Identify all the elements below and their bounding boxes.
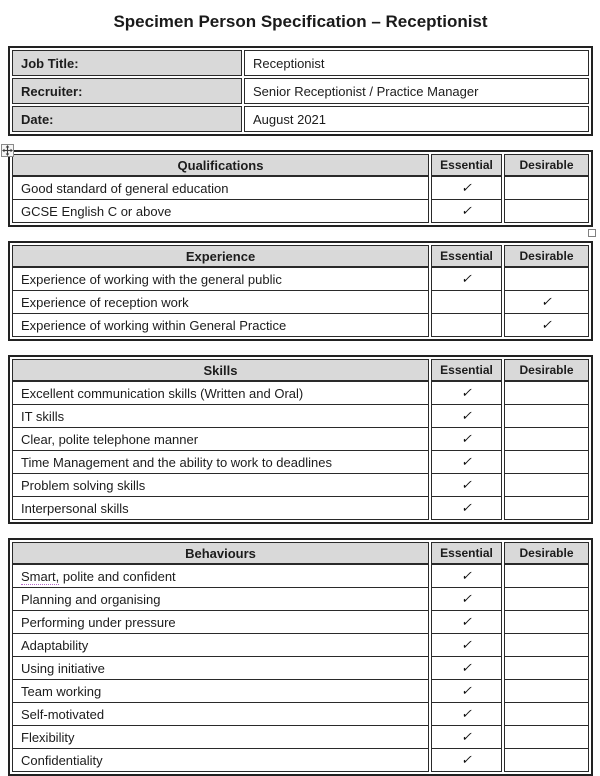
table-row xyxy=(12,200,589,223)
essential-cell[interactable] xyxy=(431,657,502,680)
page-title[interactable]: Specimen Person Specification – Receptionist xyxy=(113,12,488,31)
essential-cell[interactable] xyxy=(431,588,502,611)
desirable-cell[interactable] xyxy=(504,588,589,611)
criterion-cell[interactable]: Experience of working with the general public xyxy=(12,267,429,291)
criterion-cell[interactable]: Excellent communication skills (Written and Oral) xyxy=(12,381,429,405)
essential-cell[interactable] xyxy=(431,267,502,291)
criterion-cell[interactable]: Good standard of general education xyxy=(12,176,429,200)
desirable-cell[interactable] xyxy=(504,564,589,588)
table-row xyxy=(12,588,589,611)
desirable-cell[interactable] xyxy=(504,680,589,703)
column-header-essential: Essential xyxy=(431,154,502,176)
table-row xyxy=(12,405,589,428)
section-header-row xyxy=(12,245,589,267)
criterion-cell[interactable]: Flexibility xyxy=(12,726,429,749)
criterion-cell[interactable]: Self-motivated xyxy=(12,703,429,726)
info-row xyxy=(12,106,589,132)
table-row xyxy=(12,611,589,634)
table-row xyxy=(12,497,589,520)
info-row xyxy=(12,50,589,76)
essential-cell[interactable] xyxy=(431,176,502,200)
table-row xyxy=(12,474,589,497)
table-row xyxy=(12,451,589,474)
desirable-cell[interactable] xyxy=(504,611,589,634)
checkmark-icon: ✓ xyxy=(541,294,552,309)
criterion-cell[interactable]: IT skills xyxy=(12,405,429,428)
desirable-cell[interactable] xyxy=(504,703,589,726)
checkmark-icon: ✓ xyxy=(461,752,472,767)
checkmark-icon: ✓ xyxy=(461,729,472,744)
desirable-cell[interactable] xyxy=(504,497,589,520)
essential-cell[interactable] xyxy=(431,497,502,520)
table-row xyxy=(12,291,589,314)
desirable-cell[interactable] xyxy=(504,405,589,428)
table-row xyxy=(12,634,589,657)
section-title: Behaviours xyxy=(12,542,429,564)
checkmark-icon: ✓ xyxy=(461,203,472,218)
desirable-cell[interactable] xyxy=(504,474,589,497)
desirable-cell[interactable] xyxy=(504,451,589,474)
column-header-desirable: Desirable xyxy=(504,359,589,381)
essential-cell[interactable] xyxy=(431,451,502,474)
checkmark-icon: ✓ xyxy=(461,454,472,469)
section-header-row xyxy=(12,154,589,176)
move-cross-icon xyxy=(2,145,13,156)
section-header-row xyxy=(12,359,589,381)
spec-table-skills xyxy=(8,355,593,524)
checkmark-icon: ✓ xyxy=(461,477,472,492)
criterion-cell[interactable]: Performing under pressure xyxy=(12,611,429,634)
desirable-cell[interactable] xyxy=(504,657,589,680)
checkmark-icon: ✓ xyxy=(461,180,472,195)
checkmark-icon: ✓ xyxy=(461,637,472,652)
criterion-cell[interactable]: Planning and organising xyxy=(12,588,429,611)
checkmark-icon: ✓ xyxy=(461,591,472,606)
checkmark-icon: ✓ xyxy=(461,385,472,400)
spec-table-qualifications xyxy=(8,150,593,227)
checkmark-icon: ✓ xyxy=(461,614,472,629)
table-row xyxy=(12,657,589,680)
checkmark-icon: ✓ xyxy=(461,660,472,675)
essential-cell[interactable] xyxy=(431,564,502,588)
info-label-cell[interactable]: Date: xyxy=(12,106,242,132)
info-label-cell[interactable]: Job Title: xyxy=(12,50,242,76)
desirable-cell[interactable] xyxy=(504,634,589,657)
column-header-essential: Essential xyxy=(431,245,502,267)
essential-cell[interactable] xyxy=(431,474,502,497)
table-row xyxy=(12,680,589,703)
desirable-cell[interactable] xyxy=(504,200,589,223)
checkmark-icon: ✓ xyxy=(461,683,472,698)
section-title: Skills xyxy=(12,359,429,381)
table-move-handle[interactable] xyxy=(1,144,14,157)
table-resize-handle[interactable] xyxy=(588,229,596,237)
essential-cell[interactable] xyxy=(431,314,502,337)
desirable-cell[interactable] xyxy=(504,291,589,314)
spec-sections xyxy=(8,150,593,776)
essential-cell[interactable] xyxy=(431,726,502,749)
desirable-cell[interactable] xyxy=(504,381,589,405)
criterion-cell[interactable]: Confidentiality xyxy=(12,749,429,772)
table-row xyxy=(12,749,589,772)
document-page xyxy=(0,11,600,776)
checkmark-icon: ✓ xyxy=(461,500,472,515)
essential-cell[interactable] xyxy=(431,611,502,634)
essential-cell[interactable] xyxy=(431,381,502,405)
essential-cell[interactable] xyxy=(431,634,502,657)
section-header-row xyxy=(12,542,589,564)
criterion-cell[interactable]: Problem solving skills xyxy=(12,474,429,497)
column-header-desirable: Desirable xyxy=(504,245,589,267)
desirable-cell[interactable] xyxy=(504,176,589,200)
checkmark-icon: ✓ xyxy=(461,568,472,583)
criterion-cell[interactable]: GCSE English C or above xyxy=(12,200,429,223)
checkmark-icon: ✓ xyxy=(461,271,472,286)
desirable-cell[interactable] xyxy=(504,726,589,749)
desirable-cell[interactable] xyxy=(504,267,589,291)
table-row xyxy=(12,381,589,405)
essential-cell[interactable] xyxy=(431,703,502,726)
info-value-cell[interactable]: Receptionist xyxy=(244,50,589,76)
criterion-cell[interactable]: Smart, polite and confident xyxy=(12,564,429,588)
table-row xyxy=(12,564,589,588)
column-header-essential: Essential xyxy=(431,542,502,564)
checkmark-icon: ✓ xyxy=(461,431,472,446)
criterion-cell[interactable]: Experience of reception work xyxy=(12,291,429,314)
essential-cell[interactable] xyxy=(431,749,502,772)
column-header-desirable: Desirable xyxy=(504,154,589,176)
column-header-desirable: Desirable xyxy=(504,542,589,564)
info-value-cell[interactable]: Senior Receptionist / Practice Manager xyxy=(244,78,589,104)
essential-cell[interactable] xyxy=(431,428,502,451)
criterion-cell[interactable]: Time Management and the ability to work to deadlines xyxy=(12,451,429,474)
info-row xyxy=(12,78,589,104)
checkmark-icon: ✓ xyxy=(541,317,552,332)
section-title: Experience xyxy=(12,245,429,267)
desirable-cell[interactable] xyxy=(504,314,589,337)
spellcheck-squiggle-word: Smart, xyxy=(21,568,60,584)
checkmark-icon: ✓ xyxy=(461,408,472,423)
criterion-cell[interactable]: Adaptability xyxy=(12,634,429,657)
table-row xyxy=(12,703,589,726)
table-row xyxy=(12,726,589,749)
desirable-cell[interactable] xyxy=(504,749,589,772)
info-value-cell[interactable]: August 2021 xyxy=(244,106,589,132)
essential-cell[interactable] xyxy=(431,291,502,314)
table-row xyxy=(12,428,589,451)
info-label-cell[interactable]: Recruiter: xyxy=(12,78,242,104)
section-title: Qualifications xyxy=(12,154,429,176)
criterion-cell[interactable]: Experience of working within General Practice xyxy=(12,314,429,337)
criterion-cell[interactable]: Clear, polite telephone manner xyxy=(12,428,429,451)
checkmark-icon: ✓ xyxy=(461,706,472,721)
essential-cell[interactable] xyxy=(431,680,502,703)
essential-cell[interactable] xyxy=(431,405,502,428)
column-header-essential: Essential xyxy=(431,359,502,381)
table-row xyxy=(12,267,589,291)
spec-table-behaviours xyxy=(8,538,593,776)
table-row xyxy=(12,176,589,200)
spec-table-experience xyxy=(8,241,593,341)
table-row xyxy=(12,314,589,337)
criterion-cell[interactable]: Interpersonal skills xyxy=(12,497,429,520)
desirable-cell[interactable] xyxy=(504,428,589,451)
info-table xyxy=(8,46,593,136)
essential-cell[interactable] xyxy=(431,200,502,223)
criterion-cell[interactable]: Using initiative xyxy=(12,657,429,680)
criterion-cell[interactable]: Team working xyxy=(12,680,429,703)
